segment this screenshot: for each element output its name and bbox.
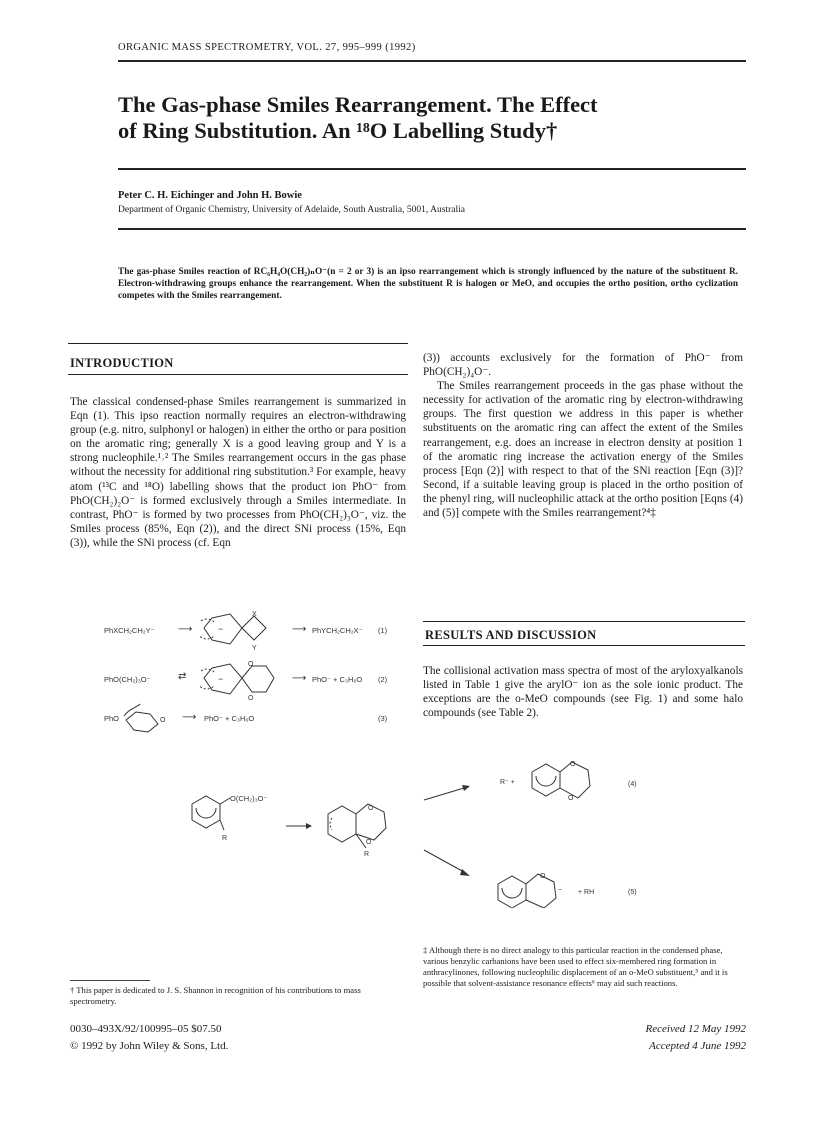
eq45-intermediate-o-bottom: O [366, 839, 372, 846]
eq1-y-label: Y [252, 645, 257, 652]
eq3-reactant: PhO [104, 714, 120, 723]
eq3-structure [120, 700, 180, 736]
eq2-number: (2) [378, 675, 388, 684]
intro-rule-top [68, 343, 408, 344]
eq3-o-label: O [160, 717, 166, 724]
eq45-intermediate-r: R [364, 851, 370, 858]
eq3-number: (3) [378, 714, 388, 723]
eq2-structure [200, 658, 280, 704]
eq45-p4-aromatic [536, 776, 556, 786]
eq3-product: PhO⁻ + C₃H₆O [204, 714, 255, 723]
received-date: Received 12 May 1992 [645, 1023, 746, 1035]
journal-header: ORGANIC MASS SPECTROMETRY, VOL. 27, 995–999 (1992) [118, 42, 416, 53]
eq45-intermediate-dash [330, 818, 332, 830]
eq45-p4-o-top: O [570, 761, 576, 768]
eq1-structure [200, 610, 280, 652]
intro-heading: INTRODUCTION [70, 356, 174, 370]
eq1-arrow-2: ⟶ [292, 624, 307, 635]
eq1-spiro-ring [242, 616, 266, 640]
article-code: 0030–493X/92/100995–05 $07.50 [70, 1023, 222, 1035]
eq45-p5-ring [498, 876, 526, 908]
eq45-reactant-r: R [222, 835, 228, 842]
intro-text-1: The classical condensed-phase Smiles rearrangement is summarized in Eqn (1). This ipso reaction normally requires an electron-withdrawing group (e.g. nitro, sulphonyl or halogen) in either the ortho or para position on the aromatic ring; generally X is a good leaving group and Y is a strong nucleophile.¹˒² The Smiles rearrangement occurs in the gas phase without the necessity for additional ring substitution.³ For example, heavy atom (¹³C and ¹⁸O) labelling shows that the product ion PhO⁻ from PhO(CH₂)₂O⁻ is formed exclusively through a Smiles intermediate. In contrast, PhO⁻ is formed by two processes from PhO(CH₂)₃O⁻, viz. the Smiles process (85%, Eqn (2)), and the direct SNi process (15%, Eqn (3)), while the SNi process (cf. Eqn [70, 396, 406, 549]
eq45-arrow-down-head [460, 869, 470, 876]
eq1-x-label: X [252, 611, 257, 618]
eq45-arrow-down [424, 850, 464, 872]
eq1-product: PhYCH₂CH₂X⁻ [312, 626, 363, 635]
footnote-dagger: † This paper is dedicated to J. S. Shannon in recognition of his contributions to mass spectrometry. [70, 985, 361, 1006]
eq2-spiro-ring [242, 666, 274, 692]
eq2-equilibrium-arrow: ⇄ [178, 671, 187, 682]
eq2-o-label-top: O [248, 661, 254, 668]
intro-rule-bottom [68, 374, 408, 375]
eq45-scheme [180, 758, 640, 908]
eq3-arrow: ⟶ [182, 712, 197, 723]
eq45-p5-minus: − [558, 887, 563, 894]
eq2-ring-dash [200, 669, 214, 689]
eq45-reactant-chain: O(CH₂)₃O⁻ [230, 794, 268, 803]
eq45-arrow-1-head [306, 823, 312, 829]
eq45-p5-label: + RH [578, 889, 595, 896]
intro-paragraph-1 [70, 395, 406, 550]
title-line-1: The Gas-phase Smiles Rearrangement. The Effect [118, 92, 598, 117]
eq45-p4-o-bottom: O [568, 795, 574, 802]
eq2-reactant: PhO(CH₂)₃O⁻ [104, 675, 151, 684]
intro-text-2: The Smiles rearrangement proceeds in the gas phase without the necessity for activation of the aromatic ring by electron-withdrawing groups. The first question we address in this paper is whether substituents on the aromatic ring can affect the extent of the Smiles rearrangement, e.g. does an increase in electron density at position 1 of the aromatic ring increase the activation energy of the Smiles process [Eqn (2)] with respect to that of the SNi reaction [Eqn (3)]? Second, if a suitable leaving group is placed in the ortho position of the phenyl ring, will nucleophilic attack at the ortho position [Eqns (4) and (5)] compete with the Smiles rearrangement?⁴‡ [423, 380, 743, 520]
title-line-2: of Ring Substitution. An ¹⁸O Labelling Study† [118, 118, 558, 143]
results-rule-bottom [423, 645, 745, 646]
eq45-intermediate-o-top: O [368, 805, 374, 812]
eq45-intermediate-ring [328, 806, 356, 842]
eq1-ring-dash [200, 619, 214, 639]
header-rule [118, 60, 746, 62]
footnote-ddagger: ‡ Although there is no direct analogy to this particular reaction in the condensed phase, various benzylic carbanions have been used to effect six-membered ring formation in anthracylinones, following nucleophilic displacement of an o-MeO substituent,⁵ and it is possible that solvent-assistance resonance effects⁶ may aid such reactions. [423, 945, 728, 988]
eq45-reactant-ring [192, 796, 220, 828]
results-text-1: The collisional activation mass spectra of most of the aryloxyalkanols listed in Table 1 give the arylO⁻ ion as the sole ionic product. The exceptions are the o-MeO compounds (see Fig. 1) and some halo compounds (see Table 2). [423, 665, 743, 720]
results-rule-top [423, 621, 745, 622]
authors-rule [118, 228, 746, 230]
eq45-number-4: (4) [628, 781, 637, 788]
eq45-p4-label: R⁻ + [500, 779, 515, 786]
results-paragraph-1 [423, 664, 743, 720]
accepted-date: Accepted 4 June 1992 [649, 1040, 746, 1052]
eq3-curved-arrow [124, 704, 140, 716]
eq2-o-label-bottom: O [248, 695, 254, 702]
affiliation: Department of Organic Chemistry, University of Adelaide, South Australia, 5001, Australia [118, 205, 465, 215]
footnote-rule [70, 980, 150, 981]
eq45-p5-aromatic [502, 888, 522, 898]
eq45-reactant-bond [220, 798, 230, 804]
eq45-reactant-r-bond [220, 820, 224, 830]
intro-continuation: (3)) accounts exclusively for the formation of PhO⁻ from PhO(CH₂)₄O⁻. [423, 352, 743, 379]
eq45-arrow-up [424, 788, 464, 800]
eq2-arrow: ⟶ [292, 673, 307, 684]
authors: Peter C. H. Eichinger and John H. Bowie [118, 190, 302, 201]
abstract: The gas-phase Smiles reaction of RC₆H₄O(CH₂)ₙO⁻(n = 2 or 3) is an ipso rearrangement which is strongly influenced by the nature of the substituent R. Electron-withdrawing groups enhance the rearrangement. When the substituent R is halogen or MeO, and occupies the ortho position, ortho cyclization competes with the Smiles rearrangement. [118, 267, 738, 301]
eq45-reactant-aromatic [196, 808, 216, 818]
eq1-number: (1) [378, 626, 388, 635]
eq1-minus: − [218, 624, 224, 634]
eq45-number-5: (5) [628, 889, 637, 896]
eq45-p5-o-top: O [540, 873, 546, 880]
results-heading: RESULTS AND DISCUSSION [425, 628, 597, 642]
title-rule [118, 168, 746, 170]
eq1-arrow: ⟶ [178, 624, 193, 635]
copyright: © 1992 by John Wiley & Sons, Ltd. [70, 1040, 229, 1052]
eq45-p4-ring [532, 764, 560, 796]
eq1-reactant: PhXCH₂CH₂Y⁻ [104, 626, 155, 635]
eq2-product: PhO⁻ + C₃H₆O [312, 675, 363, 684]
eq45-arrow-up-head [462, 785, 470, 791]
intro-column-2 [423, 351, 743, 520]
eq2-minus: − [218, 674, 224, 684]
eq3-ring [126, 712, 158, 732]
article-title [118, 92, 738, 144]
